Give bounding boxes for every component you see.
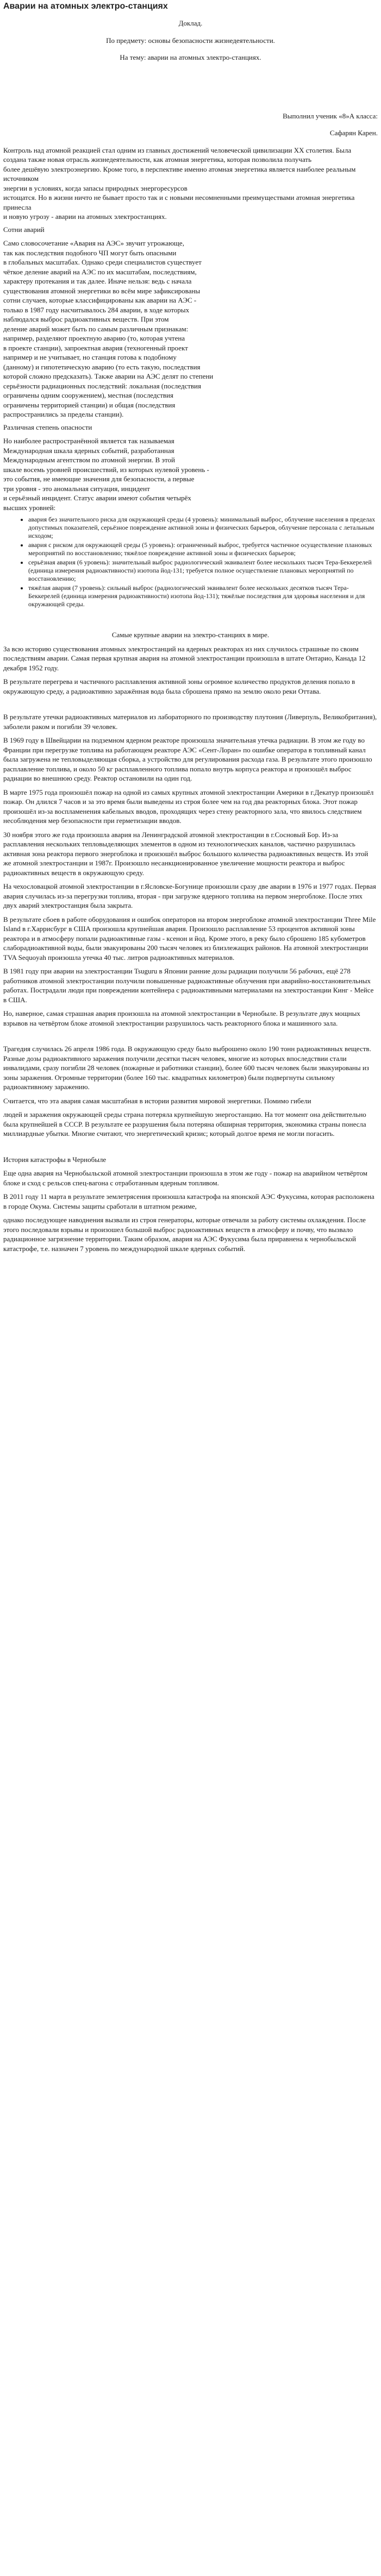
- text-line: только в 1987 году насчитывалось 284 аварии, в ходе которых: [3, 305, 190, 314]
- intro-line: Контроль над атомной реакцией стал одним из главных достижений человеческой цивилизации XX столетия. Была: [3, 146, 352, 154]
- paragraph: Но, наверное, самая страшная авария произошла на атомной электростанции в Чернобыле. В результате двух мощных взрывов на четвёртом блоке атомной электростанции разрушилось часть реакторного блока и машинного зала.: [3, 1009, 360, 1027]
- paragraph: Еще одна авария на Чернобыльской атомной электростанции произошла в этом же году - пожар на аварийном четвёртом блоке и сход с рельсов спец-вагона с отработанным ядерным топливом.: [3, 1169, 367, 1187]
- author-line: Выполнил ученик «8»А класса:: [283, 111, 378, 120]
- text-line: наблюдался выброс радиоактивных веществ. При этом: [3, 315, 169, 323]
- author-name: Сафарян Карен.: [329, 129, 378, 137]
- accidents-paragraph: [3, 238, 378, 419]
- text-line: ограничены территорией станции) и общая (последствия: [3, 400, 176, 409]
- text-line: деление аварий может быть по самым различным признакам:: [3, 324, 189, 333]
- text-line: в глобальных масштабах. Однако среди специалистов существует: [3, 258, 202, 266]
- page-title: Аварии на атомных электро-станциях: [3, 2, 168, 11]
- section-heading-history: История катастрофы в Чернобыле: [3, 1155, 107, 1164]
- section-heading-danger: Различная степень опасности: [3, 423, 92, 431]
- text-line: которой сложно предсказать). Также аварии на АЭС делят по степени: [3, 372, 214, 380]
- text-line: Международным агентством по атомной энергии. В этой: [3, 456, 175, 464]
- intro-paragraph: [3, 146, 378, 222]
- text-line: Но наиболее распространённой является так называемая: [3, 437, 174, 445]
- paragraph: За всю историю существования атомных электростанций на ядерных реакторах из них случилось страшные по своим последствиям аварии. Самая первая крупная авария на атомной электростанции произошла в штате Онтарио, Канада 12 декабря 1952 году.: [3, 644, 366, 672]
- section-heading-accidents: Сотни аварий: [3, 225, 45, 234]
- document: [0, 0, 381, 1264]
- paragraph: В 1969 году в Швейцарии на подземном ядерном реакторе произошла значительная утечка радиации. В этом же году во Франции при перегрузке топлива на работающем реакторе АЭС «Сент-Лоран» по ошибке оператора в топливный канал была загружена не тепловыделяющая сборка, а устройство для регулирования расхода газа. В результате этого произошло расплавление топлива, и около 50 кг расплавленного топлива попало внутрь корпуса реактора и произошёл выброс радиации во внешнюю среду. Реактор остановили на один год.: [3, 736, 372, 782]
- text-line: распространились за пределы станции).: [3, 410, 124, 418]
- text-line: высших уровней:: [3, 503, 56, 512]
- scale-paragraph: [3, 436, 378, 512]
- intro-line: истощатся. Но в жизни ничто не бывает просто так и с новыми несомненными преимуществами атомная энергетика принесла: [3, 193, 355, 211]
- paragraph: На чехословацкой атомной электростанции в г.Ясловске-Богунице произошли сразу две аварии в 1976 и 1977 годах. Первая авария случилась из-за перегрузки топлива, вторая - при загрузке ядерного топлива на первом энергоблоке. После этих двух аварий электростанция была закрыта.: [3, 882, 376, 909]
- text-line: например, разделяют проектную аварию (то, которая учтена: [3, 334, 185, 342]
- list-item: • серьёзная авария (6 уровень): значительный выброс радиологический эквивалент более нескольких тысяч Тера-Беккерелей (единица измерения радиоактивности) изотопа йод-131; требуется полное осуществление плановых мероприятий по восстановлению;: [28, 558, 378, 583]
- text-line: существования атомной энергетики во всём мире зафиксированы: [3, 286, 201, 295]
- paragraph: В 1981 году при аварии на электростанции Tsuguru в Японии ранние дозы радиации получили 56 рабочих, ещё 278 работников атомной электростанции получили повышенные радиоактивные облучения при аварийно-восстановительных работах. Пострадали люди при повреждении контейнера с радиоактивными материалами на электростанции Кинг - Мейсе в США.: [3, 967, 374, 1004]
- doklad-label: Доклад.: [178, 19, 203, 27]
- paragraph: В результате утечки радиоактивных материалов из лабораторного по производству плутония (Ливерпуль, Великобритания), заболели раком и погибли 39 человек.: [3, 713, 377, 731]
- intro-line: более дешёвую электроэнергию. Кроме того, в перспективе именно атомная энергетика является наиболее реальным источником: [3, 165, 356, 183]
- text-line: серьёзности радиационных последствий: локальная (последствия: [3, 381, 201, 390]
- paragraph: людей и заражения окружающей среды страна потеряла крупнейшую энергостанцию. На тот момент она действительно была крупнейшей в СССР. В результате ее разрушения была потеряна обширная территория, экономика страны понесла миллиардные убытки. Многие считают, что энергетический кризис; который долгое время не могли погасить.: [3, 1110, 366, 1138]
- text-line: характеру протекания и так далее. Иначе нельзя: ведь с начала: [3, 277, 192, 285]
- text-line: например и не учитывает, но станция готова к подобному: [3, 353, 177, 361]
- text-line: это события, не имеющие значения для безопасности, а первые: [3, 475, 195, 483]
- list-item: • авария с риском для окружающей среды (5 уровень): ограниченный выброс, требуется частичное осуществление плановых мероприятий по восстановлению; тяжёлое повреждение активной зоны и физических барьеров;: [28, 541, 378, 557]
- text-line: ограничены одним сооружением), местная (последствия: [3, 391, 173, 399]
- paragraph: В 2011 году 11 марта в результате землетрясения произошла катастрофа на японской АЭС Фукусима, которая расположена в городе Окума. Системы защиты сработали в штатном режиме,: [3, 1192, 374, 1210]
- text-line: (данному) и гипотетическую аварию (то есть такую, последствия: [3, 362, 201, 371]
- text-line: так как последствия подобного ЧП могут быть опасными: [3, 248, 177, 257]
- paragraph: Трагедия случилась 26 апреля 1986 года. В окружающую среду было выброшено около 190 тонн радиоактивных веществ. Разные дозы радиоактивного заражения получили десятки тысяч человек, многие из которых впоследствии стали инвалидами, сразу погибли 28 человек (пожарные и работники станции), более 600 тысяч человек были эвакуированы из зоны заражения. Огромные территории (более 160 тыс. квадратных километров) были подвергнуты сильному радиоактивному заражению.: [3, 1045, 371, 1091]
- paragraph: 30 ноября этого же года произошла авария на Ленинградской атомной электростанции в г.Сосновый Бор. Из-за расплавления нескольких тепловыделяющих элементов в одном из технологических каналов, частично разрушилась активная зона реактора первого энергоблока и произошёл выброс большого количества радиоактивных веществ. Из этой же атомной электростанции и 1987г. Произошло несанкционированное увеличение мощности реактора и выброс радиоактивных веществ в окружающую среду.: [3, 830, 368, 877]
- list-item: • тяжёлая авария (7 уровень): сильный выброс (радиологический эквивалент более нескольких десятков тысяч Тера-Беккерелей (единица измерения радиоактивности) изотопа йод-131); тяжёлые последствия для здоровья населения и для окружающей среды.: [28, 584, 378, 608]
- paragraph: В марте 1975 года произошёл пожар на одной из самых крупных атомной электростанции Америки в г.Декатур произошёл пожар. Он длился 7 часов и за это время были выведены из строя более чем на год два реакторных блока. Этот пожар произошёл из-за воспламенения кабельных вводов, проходящих через стену реакторного зала, что явилось следствием несоблюдения мер безопасности при герметизации вводов.: [3, 788, 374, 825]
- text-line: Само словосочетание «Авария на АЭС» звучит угрожающе,: [3, 239, 184, 247]
- text-line: чёткое деление аварий на АЭС по их масштабам, последствиям,: [3, 267, 197, 276]
- subject-line: По предмету: основы безопасности жизнедеятельности.: [106, 36, 275, 45]
- text-line: в проекте станции), запроектная авария (техногенный проект: [3, 343, 188, 352]
- text-line: три уровня - это аномальная ситуация, инцидент: [3, 484, 150, 493]
- paragraph: Считается, что эта авария самая масштабная в истории развития мировой энергетики. Помимо гибели: [3, 1096, 311, 1105]
- accident-levels-list: [3, 516, 378, 608]
- paragraph: В результате перегрева и частичного расплавления активной зоны огромное количество продуктов деления попало в окружающую среду, а радиоактивно заражённая вода была сброшена прямо на землю около реки Оттава.: [3, 677, 355, 695]
- paragraph: однако последующее наводнения вызвали из строя генераторы, которые отвечали за работу системы охлаждения. После этого последовали взрывы и произошел большой выброс радиоактивных веществ в атмосферу и почву, что вызвало радиационное загрязнение территории. Таким образом, авария на АЭС Фукусима была приравнена к чернобыльской катастрофе, т.е. назначен 7 уровень по международной шкале ядерных событий.: [3, 1216, 366, 1253]
- text-line: и серьёзный инцидент. Статус аварии имеют события четырёх: [3, 494, 191, 502]
- intro-line: энергии в условиях, когда запасы природных энергоресурсов: [3, 184, 188, 192]
- intro-line: и новую угрозу - аварии на атомных электростанциях.: [3, 212, 167, 221]
- intro-line: создана также новая отрасль жизнедеятельности, как атомная энергетика, которая позволила получать: [3, 155, 312, 164]
- topic-line: На тему: аварии на атомных электро-станциях.: [120, 53, 261, 61]
- text-line: шкале восемь уровней происшествий, из которых нулевой уровень -: [3, 465, 209, 474]
- section-heading-biggest: Самые крупные аварии на электро-станциях в мире.: [111, 631, 270, 639]
- text-line: Международная шкала ядерных событий, разработанная: [3, 446, 174, 455]
- paragraph: В результате сбоев в работе оборудования и ошибок операторов на втором энергоблоке атомной электростанции Three Mile Island в г.Харрисбург в США произошла крупнейшая авария. Произошло расплавление 53 процентов активной зоны реактора и в атмосферу попали радиоактивные газы - ксенон и йод. Кроме этого, в реку было сброшено 185 кубометров слаборадиоактивной воды, были эвакуированы 200 тысяч человек из близлежащих районов. На атомной электростанции TVA Sequoyah произошла утечка 40 тыс. литров радиоактивных материалов.: [3, 915, 376, 962]
- list-item: • авария без значительного риска для окружающей среды (4 уровень): минимальный выброс, облучение населения в пределах допустимых показателей, серьёзное повреждение активной зоны и физических барьеров, облучение персонала с летальным исходом;: [28, 516, 378, 540]
- text-line: сотни случаев, которые классифицированы как аварии на АЭС -: [3, 296, 197, 304]
